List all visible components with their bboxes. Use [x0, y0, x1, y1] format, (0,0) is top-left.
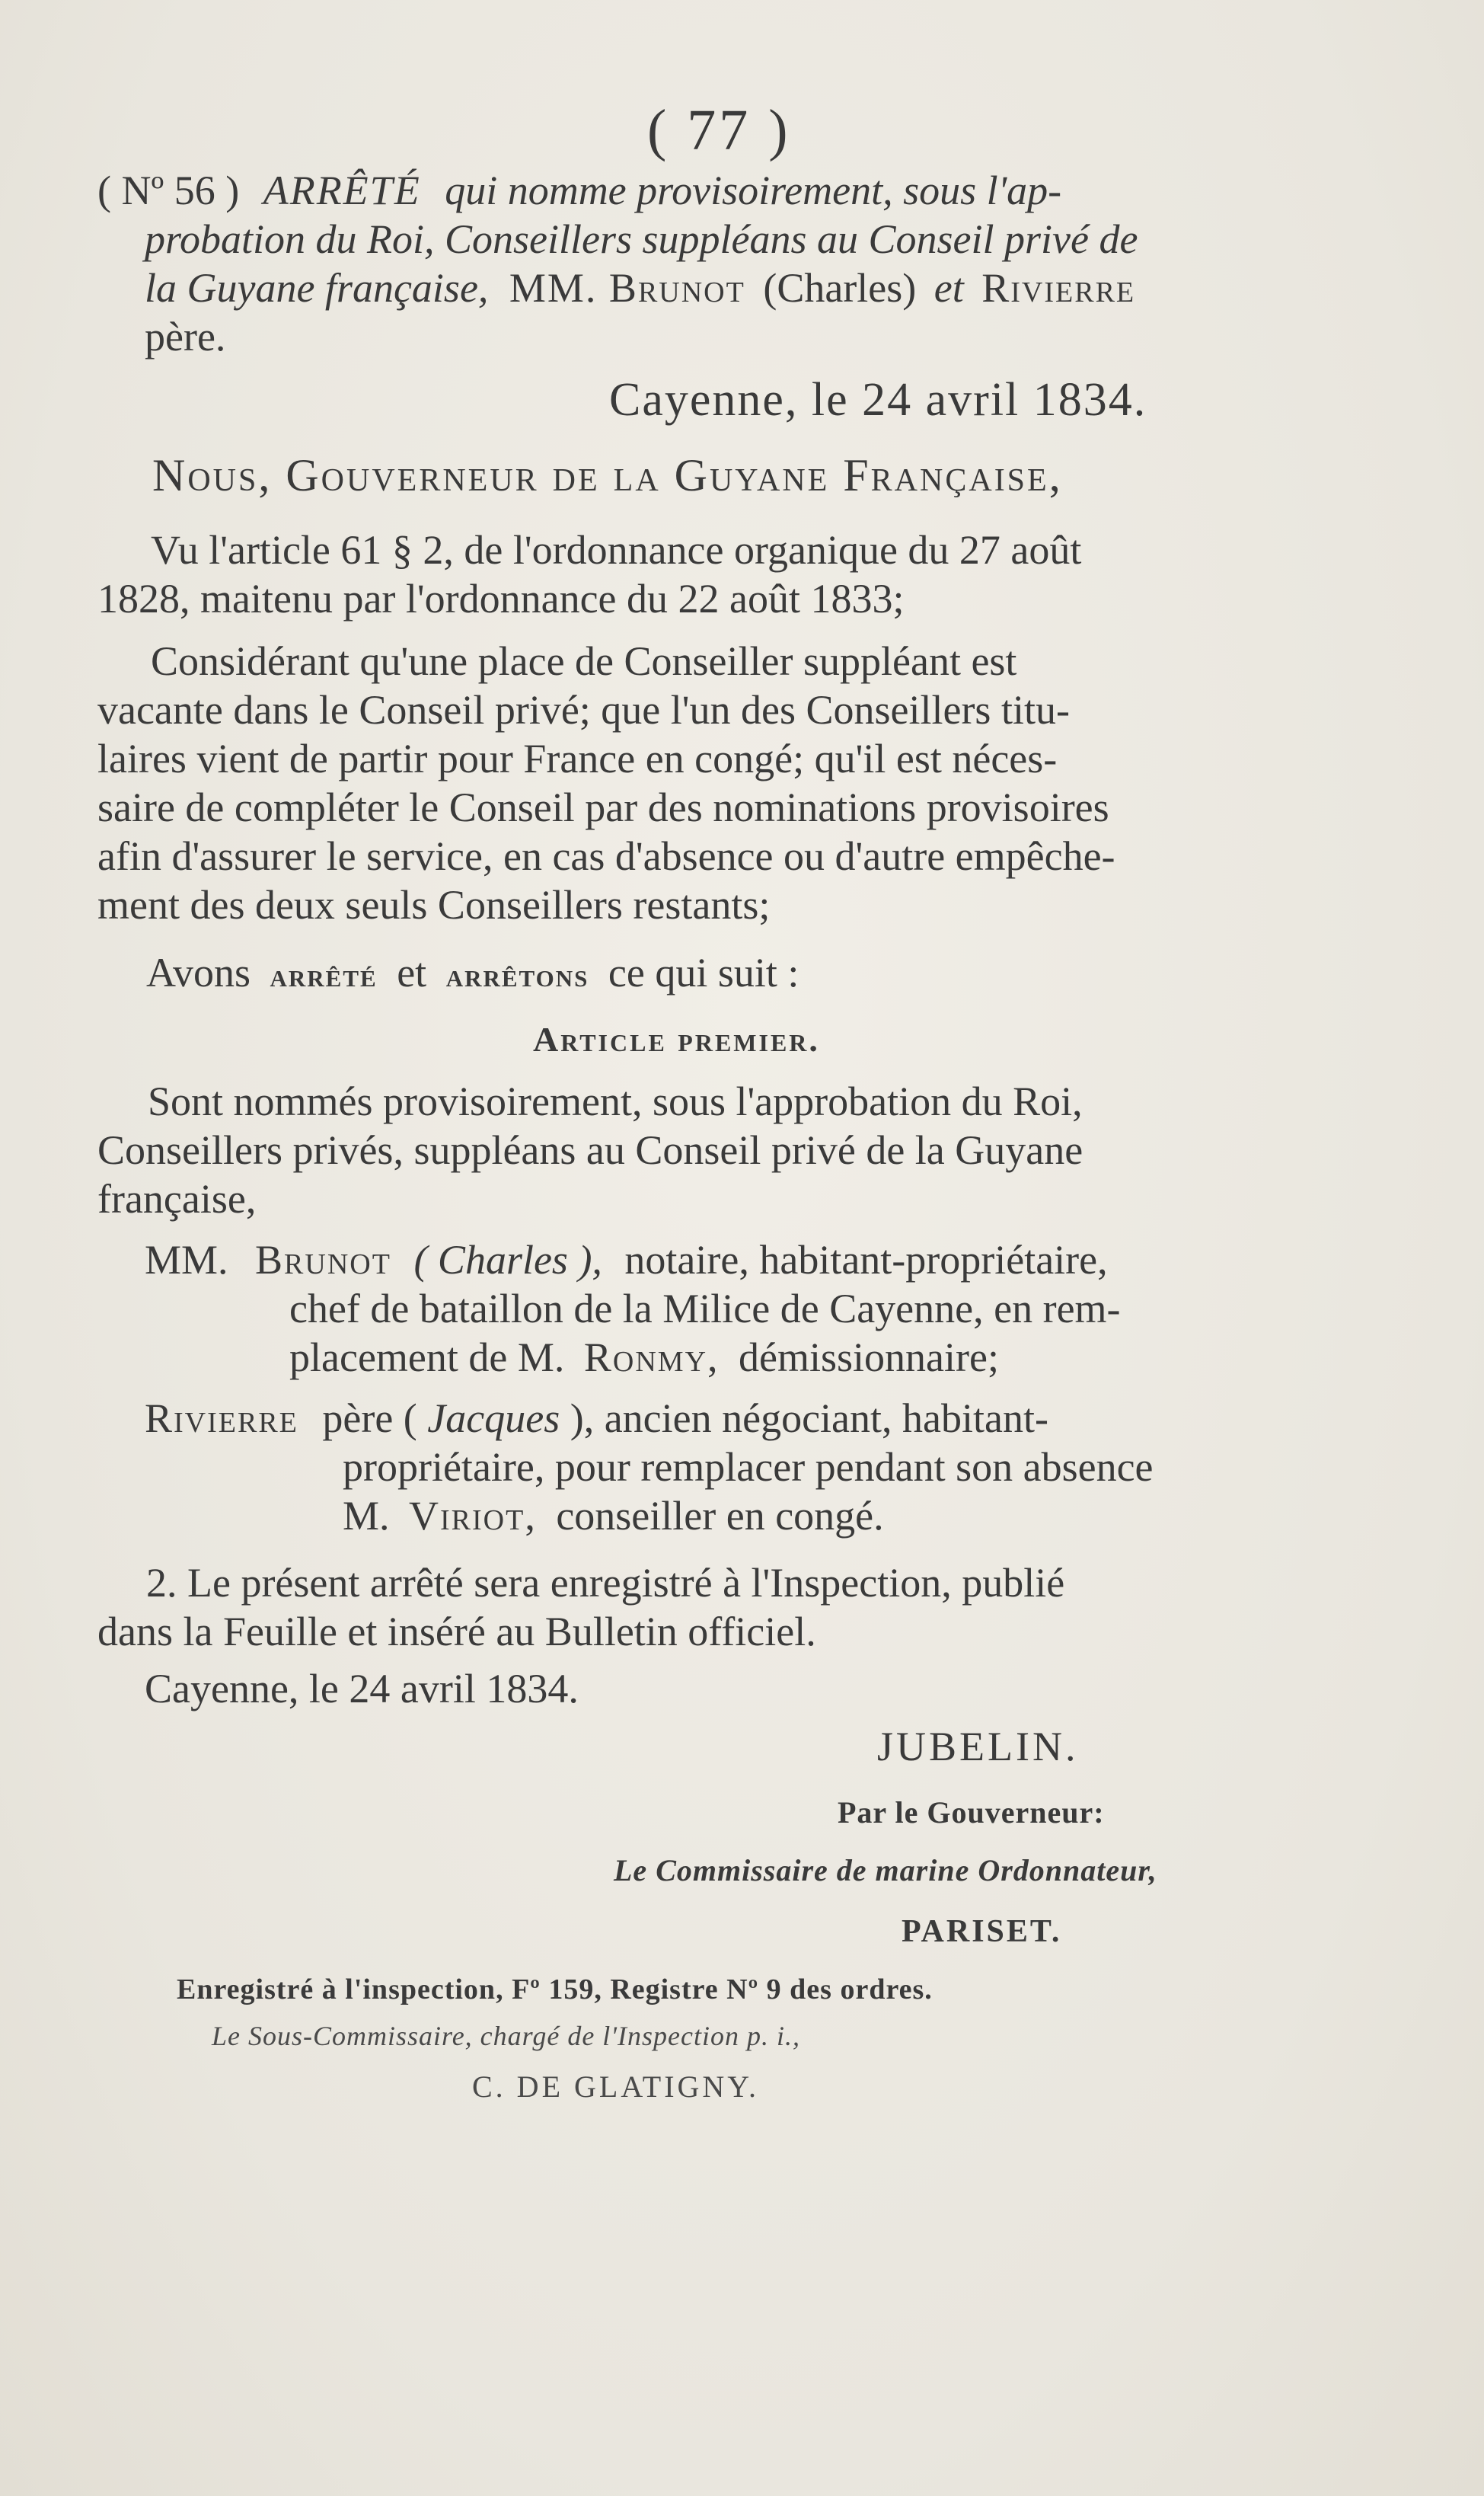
avons-c: et [397, 950, 427, 996]
brunot-line-3 [145, 1333, 1332, 1382]
registration-note: Enregistré à l'inspection, Fº 159, Registre Nº 9 des ordres. [177, 1973, 933, 2005]
vu-line-2: 1828, maitenu par l'ordonnance du 22 août 1833; [97, 576, 905, 622]
vu-paragraph [97, 526, 1331, 623]
article-premier-heading: Article premier. [533, 1020, 820, 1059]
considerant-line-5: afin d'assurer le service, en cas d'absence ou d'autre empêche- [97, 833, 1115, 879]
arrete-title: ARRÊTÉ [263, 168, 421, 213]
avons-arrete [146, 949, 799, 996]
mm-abbrev: MM. [145, 1237, 228, 1283]
par-le-gouverneur: Par le Gouverneur: [838, 1795, 1105, 1830]
page-number: ( 77 ) [647, 98, 791, 162]
brunot-line-2: chef de bataillon de la Milice de Cayenne, en rem- [289, 1286, 1121, 1331]
heading-line-3-d: et [933, 265, 964, 311]
vu-line-1: Vu l'article 61 § 2, de l'ordonnance organique du 27 août [151, 527, 1082, 573]
heading-line-2: probation du Roi, Conseillers suppléans au Conseil privé de [145, 216, 1138, 262]
viriot-name: Viriot, [409, 1493, 537, 1539]
sous-commissaire-title: Le Sous-Commissaire, chargé de l'Inspection p. i., [212, 2021, 800, 2051]
sont-line-1: Sont nommés provisoirement, sous l'approbation du Roi, [148, 1079, 1083, 1124]
brunot-name: Brunot [255, 1237, 391, 1283]
nous-gouverneur: Nous, Gouverneur de la Guyane Française, [152, 450, 1063, 500]
heading-line-3-b: MM. Brunot [509, 265, 745, 311]
brunot-nomination [145, 1235, 1332, 1382]
arrete-number: ( Nº 56 ) [97, 168, 240, 213]
heading-line-1-rest: qui nomme provisoirement, sous l'ap- [445, 168, 1062, 213]
rivierre-line-1-b: père ( [322, 1395, 417, 1441]
heading-line-3-c: (Charles) [763, 265, 917, 311]
rivierre-line-3 [145, 1491, 1332, 1540]
heading-line-3-e: Rivierre [981, 265, 1136, 311]
rivierre-line-3-c: conseiller en congé. [556, 1493, 884, 1539]
closing-date: Cayenne, le 24 avril 1834. [145, 1666, 579, 1711]
brunot-line-1 [145, 1235, 1332, 1284]
place-date: Cayenne, le 24 avril 1834. [609, 374, 1147, 426]
brunot-line-3-c: démissionnaire; [739, 1334, 999, 1380]
avons-b: arrêté [270, 957, 378, 994]
rivierre-line-2: propriétaire, pour remplacer pendant son absence [343, 1444, 1154, 1490]
heading-line-3 [97, 264, 1331, 312]
article-2-line-2: dans la Feuille et inséré au Bulletin officiel. [97, 1609, 816, 1654]
rivierre-nomination [145, 1394, 1332, 1540]
considerant-line-2: vacante dans le Conseil privé; que l'un des Conseillers titu- [97, 687, 1070, 733]
considerant-line-1: Considérant qu'une place de Conseiller suppléant est [151, 638, 1017, 684]
brunot-line-3-a: placement de M. [289, 1334, 565, 1380]
commissaire-title: Le Commissaire de marine Ordonnateur, [614, 1853, 1157, 1887]
brunot-firstname: ( Charles ), [413, 1237, 602, 1283]
ronmy-name: Ronmy, [583, 1334, 720, 1380]
article-2-line-1: 2. Le présent arrêté sera enregistré à l'Inspection, publié [146, 1560, 1065, 1606]
rivierre-firstname: Jacques [427, 1395, 560, 1441]
signature-pariset: PARISET. [902, 1914, 1062, 1949]
rivierre-line-3-a: M. [343, 1493, 390, 1539]
rivierre-line-1 [145, 1394, 1332, 1443]
sont-line-2: Conseillers privés, suppléans au Conseil privé de la Guyane [97, 1127, 1083, 1173]
considerant-line-6: ment des deux seuls Conseillers restants; [97, 882, 771, 928]
avons-a: Avons [146, 950, 251, 996]
signature-glatigny: C. DE GLATIGNY. [472, 2069, 760, 2104]
brunot-titles: notaire, habitant-propriétaire, [624, 1237, 1108, 1283]
sont-nommes-paragraph [97, 1077, 1331, 1223]
avons-d: arrêtons [445, 957, 589, 994]
heading-line-3-a: la Guyane française, [145, 265, 489, 311]
considerant-paragraph [97, 637, 1331, 929]
considerant-line-3: laires vient de partir pour France en congé; qu'il est néces- [97, 736, 1058, 781]
heading-line-1 [97, 166, 1331, 215]
heading-line-4: père. [145, 314, 226, 360]
rivierre-name: Rivierre [145, 1395, 298, 1441]
considerant-line-4: saire de compléter le Conseil par des nominations provisoires [97, 785, 1109, 830]
sont-line-3: française, [97, 1176, 257, 1222]
arrete-heading [97, 166, 1331, 361]
article-2-paragraph [97, 1558, 1331, 1656]
avons-e: ce qui suit : [608, 950, 799, 996]
rivierre-line-1-d: ), ancien négociant, habitant- [570, 1395, 1048, 1441]
signature-jubelin: JUBELIN. [877, 1724, 1079, 1769]
